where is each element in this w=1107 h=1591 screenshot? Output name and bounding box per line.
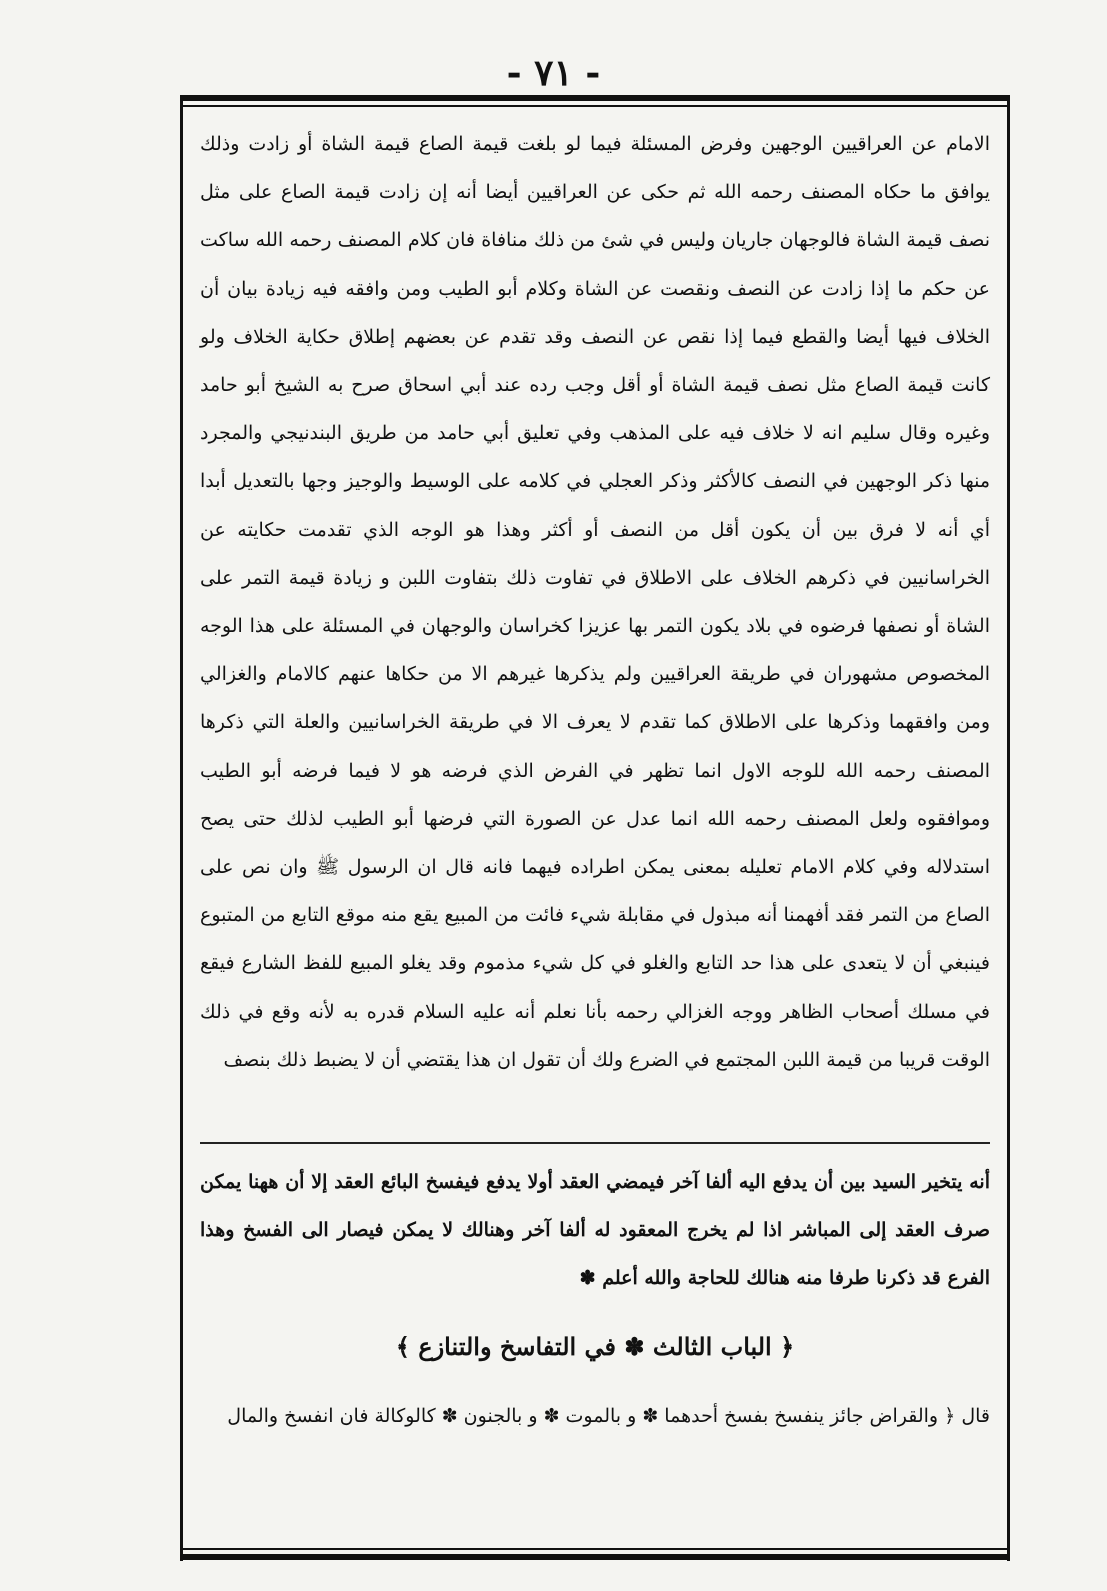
- footnote-separator: [200, 1142, 990, 1144]
- page-number: - ٧١ -: [506, 52, 601, 94]
- footnote-paragraph: أنه يتخير السيد بين أن يدفع اليه ألفا آخر فيمضي العقد أولا يدفع فيفسخ البائع العقد إلا أن ههنا يمكن صرف العقد إلى المباشر اذا لم يخرج المعقود له ألفا آخر وهنالك لا يمكن فيصار الى الفسخ وهذا الفرع قد ذكرنا طرفا منه هنالك للحاجة والله أعلم ✽: [200, 1171, 990, 1289]
- footnote: [200, 1158, 990, 1302]
- bottom-rule: [180, 1548, 1010, 1560]
- continuation-text: [200, 1392, 990, 1440]
- main-text: [200, 120, 990, 1084]
- chapter-heading: ﴿ الباب الثالث ✽ في التفاسخ والتنازع ﴾: [395, 1332, 795, 1361]
- main-paragraph: الامام عن العراقيين الوجهين وفرض المسئلة فيما لو بلغت قيمة الصاع قيمة الشاة أو زادت وذلك يوافق ما حكاه المصنف رحمه الله ثم حكى عن العراقيين أيضا أنه إن زادت قيمة الصاع على مثل نصف قيمة الشاة فالوجهان جاريان وليس في شئ من ذلك منافاة فان كلام المصنف رحمه الله ساكت عن حكم ما إذا زادت عن النصف ونقصت عن الشاة وكلام أبو الطيب ومن وافقه فيه زيادة بيان أن الخلاف فيها أيضا والقطع فيما إذا نقص عن النصف وقد تقدم عن بعضهم إطلاق حكاية الخلاف ولو كانت قيمة الصاع مثل نصف قيمة الشاة أو أقل وجب رده عند أبي اسحاق صرح به الشيخ أبو حامد وغيره وقال سليم انه لا خلاف فيه على المذهب وفي تعليق أبي حامد من طريق البندنيجي والمجرد منها ذكر الوجهين في النصف كالأكثر وذكر العجلي في كلامه على الوسيط والوجيز وجها بالتعديل أبدا أي أنه لا فرق بين أن يكون أقل من النصف أو أكثر وهذا هو الوجه الذي تقدمت حكايته عن الخراسانيين في ذكرهم الخلاف على الاطلاق في تفاوت ذلك بتفاوت اللبن و زيادة قيمة التمر على الشاة أو نصفها فرضوه في بلاد يكون التمر بها عزيزا كخراسان والوجهان في المسئلة على هذا الوجه المخصوص مشهوران في طريقة العراقيين ولم يذكرها غيرهم الا من حكاها عنهم كالامام والغزالي ومن وافقهما وذكرها على الاطلاق كما تقدم لا يعرف الا في طريقة الخراسانيين والعلة التي ذكرها المصنف رحمه الله للوجه الاول انما تظهر في الفرض الذي فرضه هو لا فيما فرضه أبو الطيب وموافقوه ولعل المصنف رحمه الله انما عدل عن الصورة التي فرضها أبو الطيب لذلك حتى يصح استدلاله وفي كلام الامام تعليله بمعنى يمكن اطراده فيهما فانه قال ان الرسول ﷺ وان نص على الصاع من التمر فقد أفهمنا أنه مبذول في مقابلة شيء فائت من المبيع يقع منه موقع التابع من المتبوع فينبغي أن لا يتعدى على هذا حد التابع والغلو في كل شيء مذموم وقد يغلو المبيع للفظ الشارع فيقع في مسلك أصحاب الظاهر ووجه الغزالي رحمه بأنا نعلم أنه عليه السلام قدره به لأنه وقع في ذلك الوقت قريبا من قيمة اللبن المجتمع في الضرع ولك أن تقول ان هذا يقتضي أن لا يضبط ذلك بنصف: [200, 133, 990, 1071]
- continuation-paragraph: قال ﴿ والقراض جائز ينفسخ بفسخ أحدهما ✽ و بالموت ✽ و بالجنون ✽ كالوكالة فان انفسخ والمال: [227, 1405, 990, 1427]
- top-rule: [180, 95, 1010, 107]
